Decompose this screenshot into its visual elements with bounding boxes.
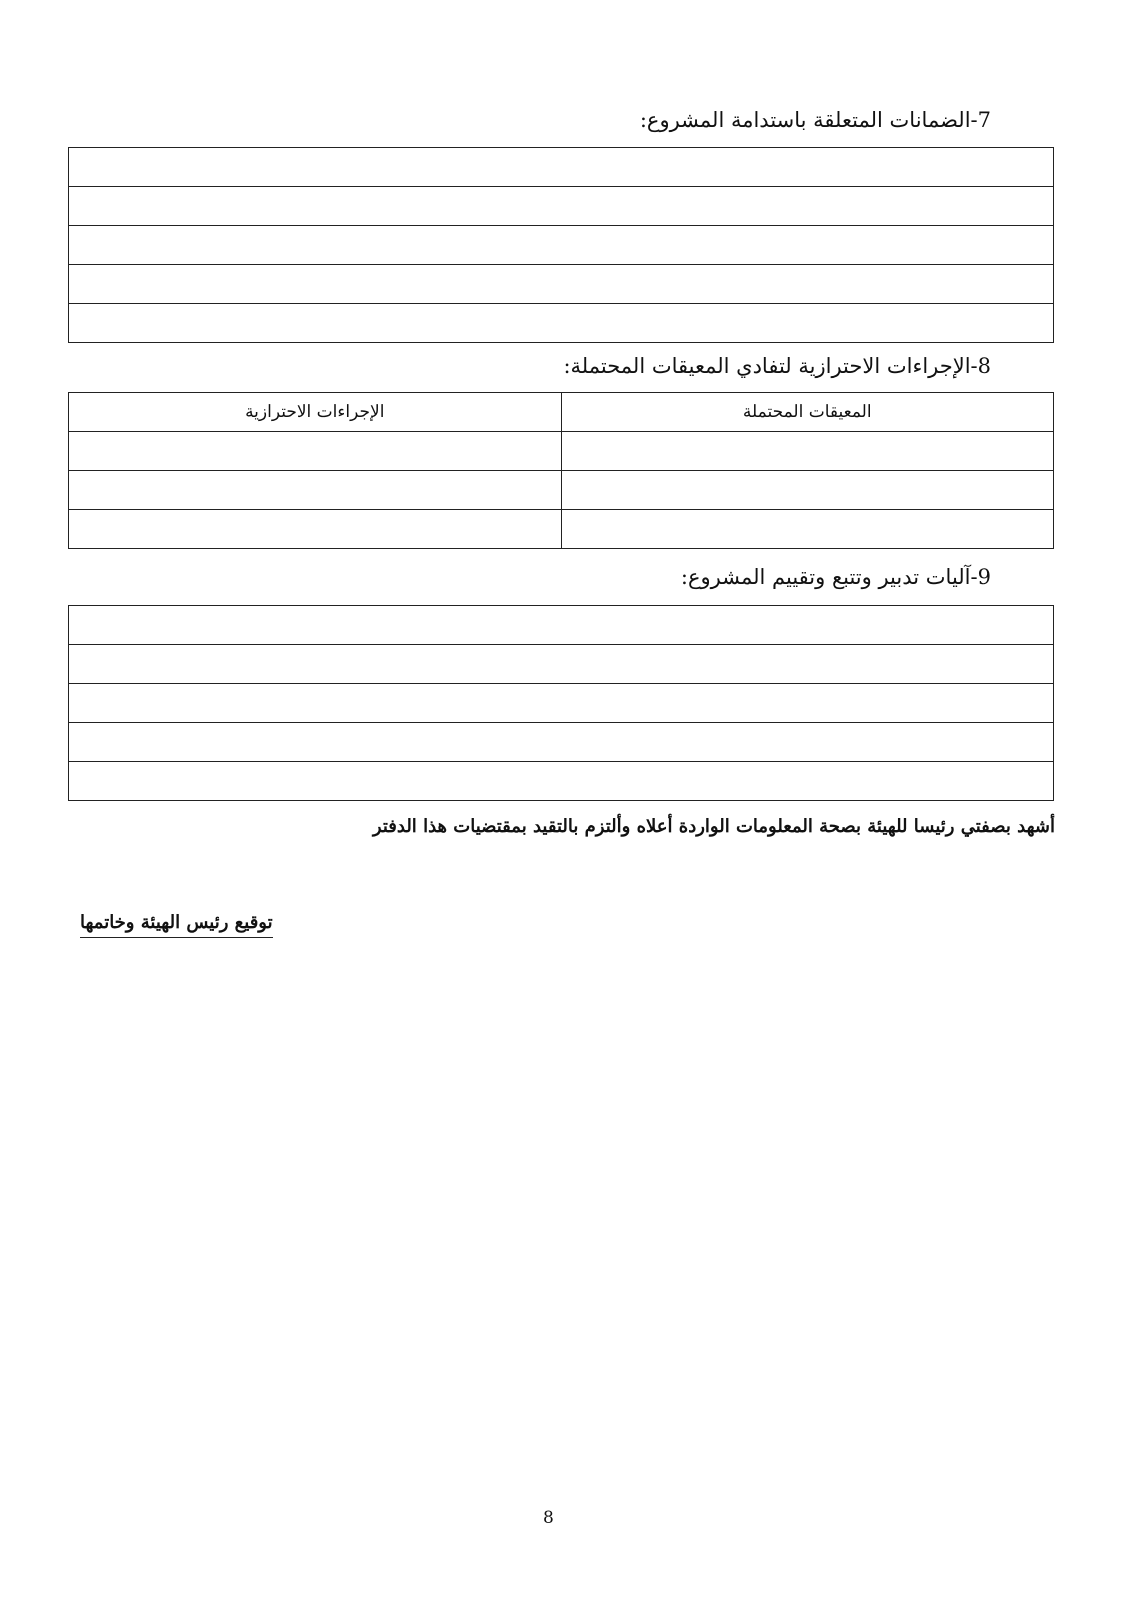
table-row (69, 226, 1054, 265)
table-cell[interactable] (69, 187, 1054, 226)
table-row (69, 762, 1054, 801)
table-cell[interactable] (69, 684, 1054, 723)
column-header-obstacles: المعيقات المحتملة (561, 393, 1054, 432)
table-cell[interactable] (561, 471, 1054, 510)
table-row (69, 148, 1054, 187)
table-cell[interactable] (69, 432, 562, 471)
table-row (69, 645, 1054, 684)
table-cell[interactable] (561, 432, 1054, 471)
column-header-measures: الإجراءات الاحترازية (69, 393, 562, 432)
attestation-statement: أشهد بصفتي رئيسا للهيئة بصحة المعلومات الواردة أعلاه وألتزم بالتقيد بمقتضيات هذا الدفتر (372, 816, 1055, 837)
table-cell[interactable] (69, 304, 1054, 343)
table-row (69, 510, 1054, 549)
table-cell[interactable] (69, 226, 1054, 265)
table-cell[interactable] (69, 148, 1054, 187)
table-cell[interactable] (69, 762, 1054, 801)
sustainability-table (68, 147, 1054, 343)
table-row (69, 723, 1054, 762)
table-cell[interactable] (69, 471, 562, 510)
obstacles-table (68, 392, 1054, 549)
table-cell[interactable] (69, 606, 1054, 645)
table-row (69, 187, 1054, 226)
signature-label: توقيع رئيس الهيئة وخاتمها (80, 912, 273, 938)
section-8-title: 8-الإجراءات الاحترازية لتفادي المعيقات المحتملة: (563, 354, 991, 378)
table-row (69, 471, 1054, 510)
table-header-row (69, 393, 1054, 432)
section-7-title: 7-الضمانات المتعلقة باستدامة المشروع: (639, 108, 991, 132)
table-row (69, 432, 1054, 471)
table-cell[interactable] (69, 510, 562, 549)
table-cell[interactable] (69, 723, 1054, 762)
page-number: 8 (543, 1508, 554, 1528)
table-cell[interactable] (561, 510, 1054, 549)
table-row (69, 606, 1054, 645)
table-cell[interactable] (69, 645, 1054, 684)
table-row (69, 684, 1054, 723)
monitoring-table (68, 605, 1054, 801)
section-9-title: 9-آليات تدبير وتتبع وتقييم المشروع: (680, 565, 991, 589)
table-row (69, 304, 1054, 343)
table-row (69, 265, 1054, 304)
table-cell[interactable] (69, 265, 1054, 304)
